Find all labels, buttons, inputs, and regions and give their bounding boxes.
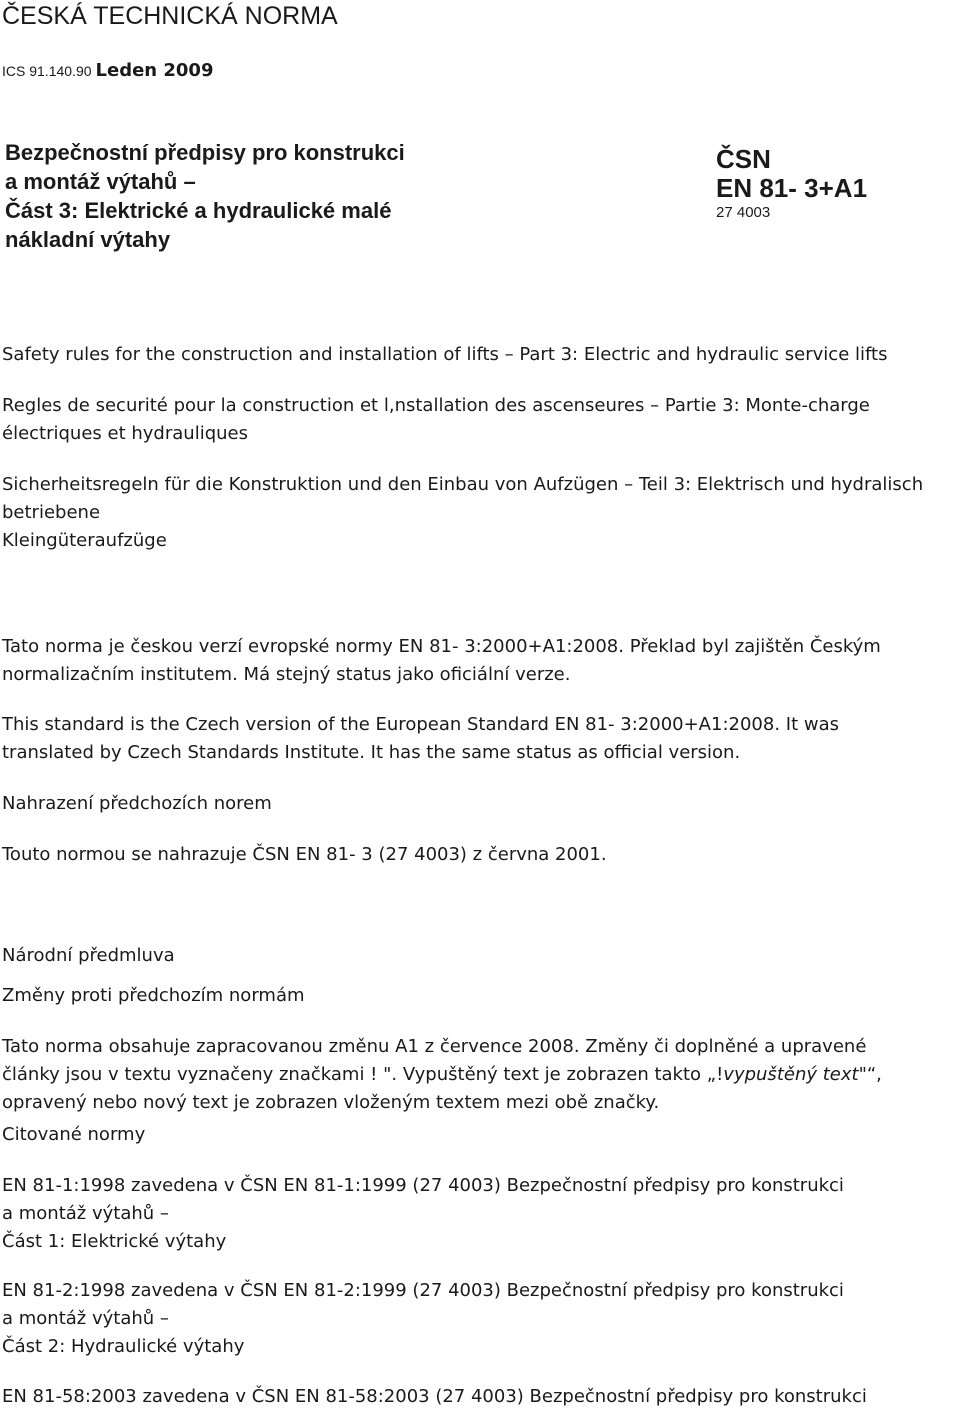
national-foreword-heading bbox=[2, 942, 175, 970]
cited-standard-3 bbox=[2, 1383, 867, 1411]
cited-standards-heading bbox=[2, 1121, 145, 1149]
norm-type-heading: ČESKÁ TECHNICKÁ NORMA bbox=[2, 2, 338, 30]
foreword-heading-text: Národní předmluva bbox=[2, 945, 175, 966]
french-title-line: électriques et hydrauliques bbox=[2, 423, 248, 444]
czech-title-line: nákladní výtahy bbox=[5, 227, 171, 252]
statement-line: translated by Czech Standards Institute. It has the same status as official version. bbox=[2, 742, 741, 763]
cited-line: Část 1: Elektrické výtahy bbox=[2, 1231, 227, 1252]
cited-heading-text: Citované normy bbox=[2, 1124, 146, 1145]
en-number: EN 81- 3+A1 bbox=[716, 173, 868, 203]
changes-paragraph bbox=[2, 1033, 882, 1117]
german-title-line: Kleingüteraufzüge bbox=[2, 530, 167, 551]
changes-line: Tato norma obsahuje zapracovanou změnu A1 z července 2008. Změny či doplněné a upravené bbox=[2, 1036, 867, 1057]
french-title bbox=[2, 392, 870, 448]
replacement-heading-text: Nahrazení předchozích norem bbox=[2, 793, 272, 814]
cited-line: a montáž výtahů – bbox=[2, 1203, 169, 1224]
changes-line bbox=[2, 1061, 882, 1089]
statement-line: Tato norma je českou verzí evropské normy EN 81- 3:2000+A1:2008. Překlad byl zajištěn Českým bbox=[2, 636, 881, 657]
czech-title-line: a montáž výtahů – bbox=[5, 169, 196, 194]
replacement-heading bbox=[2, 790, 272, 818]
changes-heading-text: Změny proti předchozím normám bbox=[2, 985, 305, 1006]
english-title-line: Safety rules for the construction and installation of lifts – Part 3: Electric and hydraulic service lifts bbox=[2, 344, 888, 365]
changes-line: opravený nebo nový text je zobrazen vloženým textem mezi obě značky. bbox=[2, 1092, 660, 1113]
german-title-line: betriebene bbox=[2, 502, 101, 523]
deleted-text-example: vypuštěný text bbox=[723, 1064, 859, 1085]
statement-line: This standard is the Czech version of the European Standard EN 81- 3:2000+A1:2008. It was bbox=[2, 714, 839, 735]
replacement-text-line: Touto normou se nahrazuje ČSN EN 81- 3 (27 4003) z června 2001. bbox=[2, 844, 607, 865]
cited-standard-2 bbox=[2, 1277, 844, 1361]
standard-designation bbox=[716, 145, 867, 223]
ics-code: ICS 91.140.90 bbox=[2, 63, 92, 79]
cited-line: EN 81-2:1998 zavedena v ČSN EN 81-2:1999 (27 4003) Bezpečnostní předpisy pro konstrukci bbox=[2, 1280, 844, 1301]
classification-number: 27 4003 bbox=[716, 204, 771, 221]
german-title-line: Sicherheitsregeln für die Konstruktion und den Einbau von Aufzügen – Teil 3: Elektrisch und hydralisch bbox=[2, 474, 924, 495]
czech-title-line: Část 3: Elektrické a hydraulické malé bbox=[5, 198, 392, 223]
changes-line-part: články jsou v textu vyznačeny značkami ! ". Vypuštěný text je zobrazen takto „! bbox=[2, 1064, 724, 1085]
replacement-text bbox=[2, 841, 607, 869]
changes-heading bbox=[2, 982, 305, 1010]
changes-line-part: "“, bbox=[858, 1064, 882, 1085]
german-title bbox=[2, 471, 923, 555]
english-title bbox=[2, 341, 887, 369]
cited-line: EN 81-58:2003 zavedena v ČSN EN 81-58:2003 (27 4003) Bezpečnostní předpisy pro konstrukci bbox=[2, 1386, 867, 1407]
czech-title bbox=[5, 138, 445, 254]
czech-version-statement bbox=[2, 633, 881, 689]
issue-date: Leden 2009 bbox=[95, 60, 214, 81]
cited-line: Část 2: Hydraulické výtahy bbox=[2, 1336, 245, 1357]
czech-title-line: Bezpečnostní předpisy pro konstrukci bbox=[5, 140, 405, 165]
statement-line: normalizačním institutem. Má stejný status jako oficiální verze. bbox=[2, 664, 571, 685]
csn-label: ČSN bbox=[716, 144, 771, 174]
cited-line: a montáž výtahů – bbox=[2, 1308, 169, 1329]
english-version-statement bbox=[2, 711, 839, 767]
ics-date-line bbox=[2, 60, 213, 81]
cited-standard-1 bbox=[2, 1172, 844, 1256]
french-title-line: Regles de securité pour la construction et l,nstallation des ascenseures – Partie 3: Monte-charge bbox=[2, 395, 870, 416]
cited-line: EN 81-1:1998 zavedena v ČSN EN 81-1:1999 (27 4003) Bezpečnostní předpisy pro konstrukci bbox=[2, 1175, 844, 1196]
